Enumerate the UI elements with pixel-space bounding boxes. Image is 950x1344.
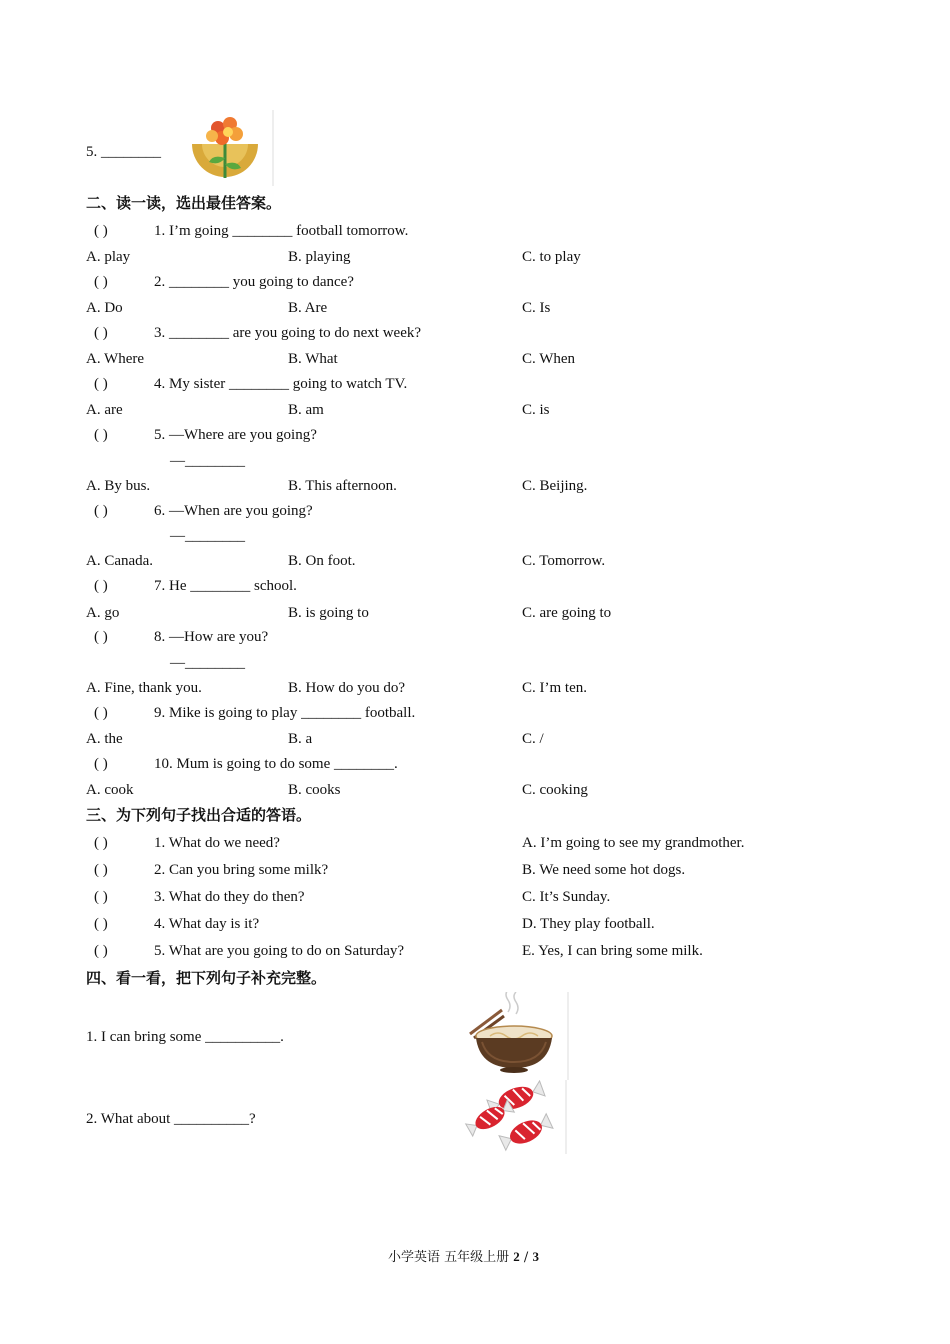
answer-paren[interactable]: ( ) xyxy=(94,427,108,443)
question-text: 7. He ________ school. xyxy=(154,578,297,594)
option-c: C. cooking xyxy=(522,782,588,798)
match-question: 3. What do they do then? xyxy=(154,889,305,905)
option-c: C. Beijing. xyxy=(522,478,588,494)
answer-paren[interactable]: ( ) xyxy=(94,376,108,392)
option-b: B. is going to xyxy=(288,605,369,621)
option-b: B. cooks xyxy=(288,782,341,798)
page-separator: / xyxy=(519,1250,533,1265)
option-a: A. the xyxy=(86,731,123,747)
option-b: B. This afternoon. xyxy=(288,478,397,494)
option-c: C. are going to xyxy=(522,605,612,621)
option-a: A. Canada. xyxy=(86,553,154,569)
answer-paren[interactable]: ( ) xyxy=(94,862,108,878)
question-text: 9. Mike is going to play ________ football. xyxy=(154,705,416,721)
option-a: A. Fine, thank you. xyxy=(86,680,202,696)
option-c: C. to play xyxy=(522,249,581,265)
option-c: C. When xyxy=(522,351,576,367)
answer-paren[interactable]: ( ) xyxy=(94,756,108,772)
match-question: 5. What are you going to do on Saturday? xyxy=(154,943,405,959)
option-b: B. Are xyxy=(288,300,328,316)
match-answer: B. We need some hot dogs. xyxy=(522,862,686,878)
reply-blank: —________ xyxy=(170,528,245,544)
answer-paren[interactable]: ( ) xyxy=(94,503,108,519)
option-b: B. On foot. xyxy=(288,553,356,569)
option-a: A. play xyxy=(86,249,131,265)
option-a: A. cook xyxy=(86,782,134,798)
item-5-label: 5. ________ xyxy=(86,144,161,160)
question-text: 5. —Where are you going? xyxy=(154,427,317,443)
question-text: 8. —How are you? xyxy=(154,629,269,645)
option-c: C. / xyxy=(522,731,544,747)
section-4-heading: 四、看一看，把下列句子补充完整。 xyxy=(86,969,327,987)
section-2-heading: 二、读一读，选出最佳答案。 xyxy=(86,194,282,212)
option-b: B. playing xyxy=(288,249,351,265)
candy-icon xyxy=(464,1080,570,1154)
option-b: B. a xyxy=(288,731,313,747)
option-c: C. Tomorrow. xyxy=(522,553,606,569)
answer-paren[interactable]: ( ) xyxy=(94,629,108,645)
reply-blank: —________ xyxy=(170,453,245,469)
page-footer xyxy=(388,1248,539,1267)
question-text: 3. ________ are you going to do next week? xyxy=(154,325,422,341)
answer-paren[interactable]: ( ) xyxy=(94,325,108,341)
answer-paren[interactable]: ( ) xyxy=(94,223,108,239)
page-number: 2 xyxy=(513,1249,520,1264)
answer-paren[interactable]: ( ) xyxy=(94,705,108,721)
match-answer: A. I’m going to see my grandmother. xyxy=(522,835,745,851)
answer-paren[interactable]: ( ) xyxy=(94,274,108,290)
option-b: B. am xyxy=(288,402,324,418)
option-a: A. Do xyxy=(86,300,123,316)
footer-subject: 小学英语 五年级上册 xyxy=(388,1250,510,1265)
option-c: C. Is xyxy=(522,300,551,316)
option-b: B. How do you do? xyxy=(288,680,406,696)
fill-sentence-1: 1. I can bring some __________. xyxy=(86,1029,284,1045)
match-answer: E. Yes, I can bring some milk. xyxy=(522,943,703,959)
answer-paren[interactable]: ( ) xyxy=(94,578,108,594)
match-question: 4. What day is it? xyxy=(154,916,260,932)
question-text: 6. —When are you going? xyxy=(154,503,313,519)
answer-paren[interactable]: ( ) xyxy=(94,943,108,959)
section-3-heading: 三、为下列句子找出合适的答语。 xyxy=(86,806,312,824)
option-a: A. By bus. xyxy=(86,478,151,494)
reply-blank: —________ xyxy=(170,655,245,671)
option-a: A. are xyxy=(86,402,123,418)
option-b: B. What xyxy=(288,351,338,367)
question-text: 2. ________ you going to dance? xyxy=(154,274,354,290)
match-question: 1. What do we need? xyxy=(154,835,280,851)
noodle-bowl-icon xyxy=(464,992,570,1080)
answer-paren[interactable]: ( ) xyxy=(94,835,108,851)
option-c: C. I’m ten. xyxy=(522,680,587,696)
flower-icon xyxy=(178,110,274,186)
fill-sentence-2: 2. What about __________? xyxy=(86,1111,256,1127)
answer-paren[interactable]: ( ) xyxy=(94,889,108,905)
match-question: 2. Can you bring some milk? xyxy=(154,862,329,878)
match-answer: D. They play football. xyxy=(522,916,655,932)
answer-paren[interactable]: ( ) xyxy=(94,916,108,932)
question-text: 4. My sister ________ going to watch TV. xyxy=(154,376,408,392)
option-a: A. go xyxy=(86,605,120,621)
page-total: 3 xyxy=(532,1249,539,1264)
option-a: A. Where xyxy=(86,351,145,367)
match-answer: C. It’s Sunday. xyxy=(522,889,611,905)
question-text: 10. Mum is going to do some ________. xyxy=(154,756,398,772)
option-c: C. is xyxy=(522,402,550,418)
question-text: 1. I’m going ________ football tomorrow. xyxy=(154,223,409,239)
